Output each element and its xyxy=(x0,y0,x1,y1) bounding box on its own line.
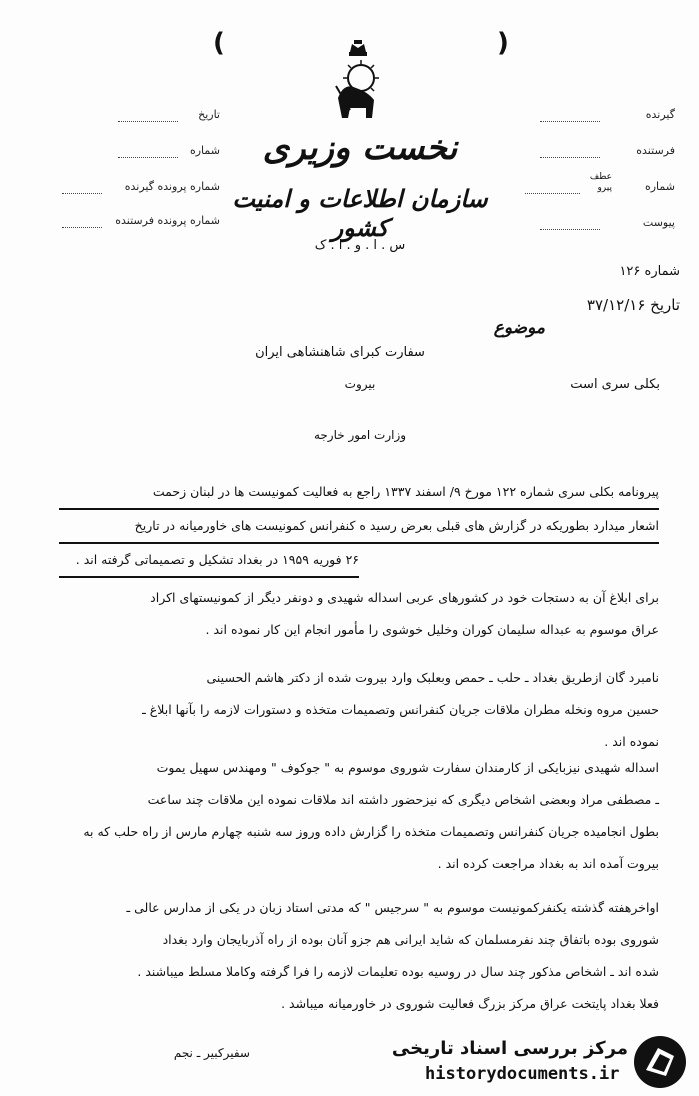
paragraph-2-line-1: برای ابلاغ آن به دستجات خود در کشورهای عربی اسداله شهیدی و دونفر دیگر از کمونیستهای اکراد xyxy=(150,590,659,605)
paragraph-3 xyxy=(59,662,659,758)
paragraph-1-line-2: اشعار میدارد بطوریکه در گزارش های قبلی بعرض رسید ه کنفرانس کمونیست های خاورمیانه در تاریخ xyxy=(59,510,659,544)
paragraph-2-line-2: عراق موسوم به عبداله سلیمان کوران وخلیل خوشوی را مأمور انجام این کار نموده اند . xyxy=(205,622,659,637)
paragraph-1 xyxy=(59,476,659,578)
signature-line: سفیرکبیر ـ نجم xyxy=(173,1046,250,1060)
lion-and-sun-emblem-icon xyxy=(328,38,388,128)
left-field-date-label: تاریخ xyxy=(198,108,220,121)
right-field-recipient: گیرنده xyxy=(645,108,675,121)
paragraph-4-line-2: ـ مصطفی مراد وبعضی اشخاص دیگری که نیزحضور داشته اند ملاقات نموده این ملاقات چند ساعت xyxy=(147,792,659,807)
left-field-sender-file-label: شماره پرونده فرستنده xyxy=(115,214,220,227)
archive-logo-icon xyxy=(632,1034,688,1090)
paragraph-4-line-3: بطول انجامیده جریان کنفرانس وتصمیمات متخذه را گزارش داده وروز سه شنبه چهارم مارس از راه حلب که به xyxy=(83,824,659,839)
paragraph-5 xyxy=(59,892,659,1020)
classification-label: بکلی سری است xyxy=(570,377,660,392)
addressee-city: بیروت xyxy=(344,377,376,391)
left-field-number-line xyxy=(118,157,178,158)
right-field-attachment-line xyxy=(540,229,600,230)
left-field-sender-file xyxy=(80,214,220,227)
header-paren-left: ( xyxy=(213,28,225,58)
left-field-recipient-file xyxy=(80,180,220,193)
left-field-recipient-file-label: شماره پرونده گیرنده xyxy=(124,180,220,193)
org-code: س . ا . و . ا . ک xyxy=(314,238,406,253)
document-number: شماره ۱۲۶ xyxy=(619,264,680,279)
paragraph-1-line-3: ۲۶ فوریه ۱۹۵۹ در بغداد تشکیل و تصمیماتی گرفته اند . xyxy=(59,544,359,578)
paragraph-4-line-4: بیروت آمده اند به بغداد مراجعت کرده اند . xyxy=(437,856,659,871)
left-field-date-line xyxy=(118,121,178,122)
right-field-recipient-line xyxy=(540,121,600,122)
left-field-recipient-file-line xyxy=(62,193,102,194)
footer-org-name: مرکز بررسی اسناد تاریخی xyxy=(391,1038,628,1059)
paragraph-3-line-2: حسین مروه ونخله مطران ملاقات جریان کنفرانس وتصمیمات متخذه و دستورات لازمه را بآنها ابلاغ ـ xyxy=(142,702,659,717)
addressee-embassy: سفارت کبرای شاهنشاهی ایران xyxy=(255,345,425,360)
right-field-attachment: پیوست xyxy=(642,216,675,229)
right-field-number: شماره xyxy=(644,180,675,193)
right-field-ref-bottom: پیرو xyxy=(597,183,612,193)
right-field-sender-line xyxy=(540,157,600,158)
right-field-ref xyxy=(582,172,612,194)
right-field-number-line xyxy=(525,193,580,194)
paragraph-3-line-1: نامبرد گان ازطریق بغداد ـ حلب ـ حمص وبعلبک وارد بیروت شده از دکتر هاشم الحسینی xyxy=(206,670,659,685)
header-paren-right: ) xyxy=(497,28,509,58)
left-field-sender-file-line xyxy=(62,227,102,228)
paragraph-1-line-1: پیرونامه بکلی سری شماره ۱۲۲ مورخ ۹/ اسفند ۱۳۳۷ راجع به فعالیت کمونیست ها در لبنان زحمت xyxy=(59,476,659,510)
org-title-sub: سازمان اطلاعات و امنیت کشور xyxy=(232,184,488,242)
subject-label: موضوع xyxy=(493,318,545,338)
footer-url: historydocuments.ir xyxy=(425,1064,620,1084)
paragraph-5-line-2: شوروی بوده باتفاق چند نفرمسلمان که شاید ایرانی هم جزو آنان بوده از راه آذربایجان وارد بغداد xyxy=(162,932,659,947)
from-ministry: وزارت امور خارجه xyxy=(313,428,407,442)
right-field-ref-top: عطف xyxy=(589,172,612,182)
document-date: تاریخ ۳۷/۱۲/۱۶ xyxy=(586,296,680,314)
left-field-date xyxy=(120,108,220,121)
right-field-sender: فرستنده xyxy=(636,144,675,157)
paragraph-2 xyxy=(59,582,659,646)
left-field-number-label: شماره xyxy=(189,144,220,157)
paragraph-4 xyxy=(59,752,659,880)
org-title-main: نخست وزیری xyxy=(262,128,458,168)
paragraph-5-line-3: شده اند ـ اشخاص مذکور چند سال در روسیه بوده تعلیمات لازمه را فرا گرفته وکاملا مسلط میباشند . xyxy=(137,964,659,979)
paragraph-3-line-3: نموده اند . xyxy=(604,734,659,749)
paragraph-5-line-1: اواخرهفته گذشته یکنفرکمونیست موسوم به " سرجیس " که مدتی استاد زبان در یکی از مدارس عالی ـ xyxy=(126,900,659,915)
left-field-number xyxy=(120,144,220,157)
paragraph-5-line-4: فعلا بغداد پایتخت عراق مرکز بزرگ فعالیت شوروی در خاورمیانه میباشد . xyxy=(281,996,659,1011)
paragraph-4-line-1: اسداله شهیدی نیزبایکی از کارمندان سفارت شوروی موسوم به " جوکوف " ومهندس سهیل یموت xyxy=(156,760,659,775)
